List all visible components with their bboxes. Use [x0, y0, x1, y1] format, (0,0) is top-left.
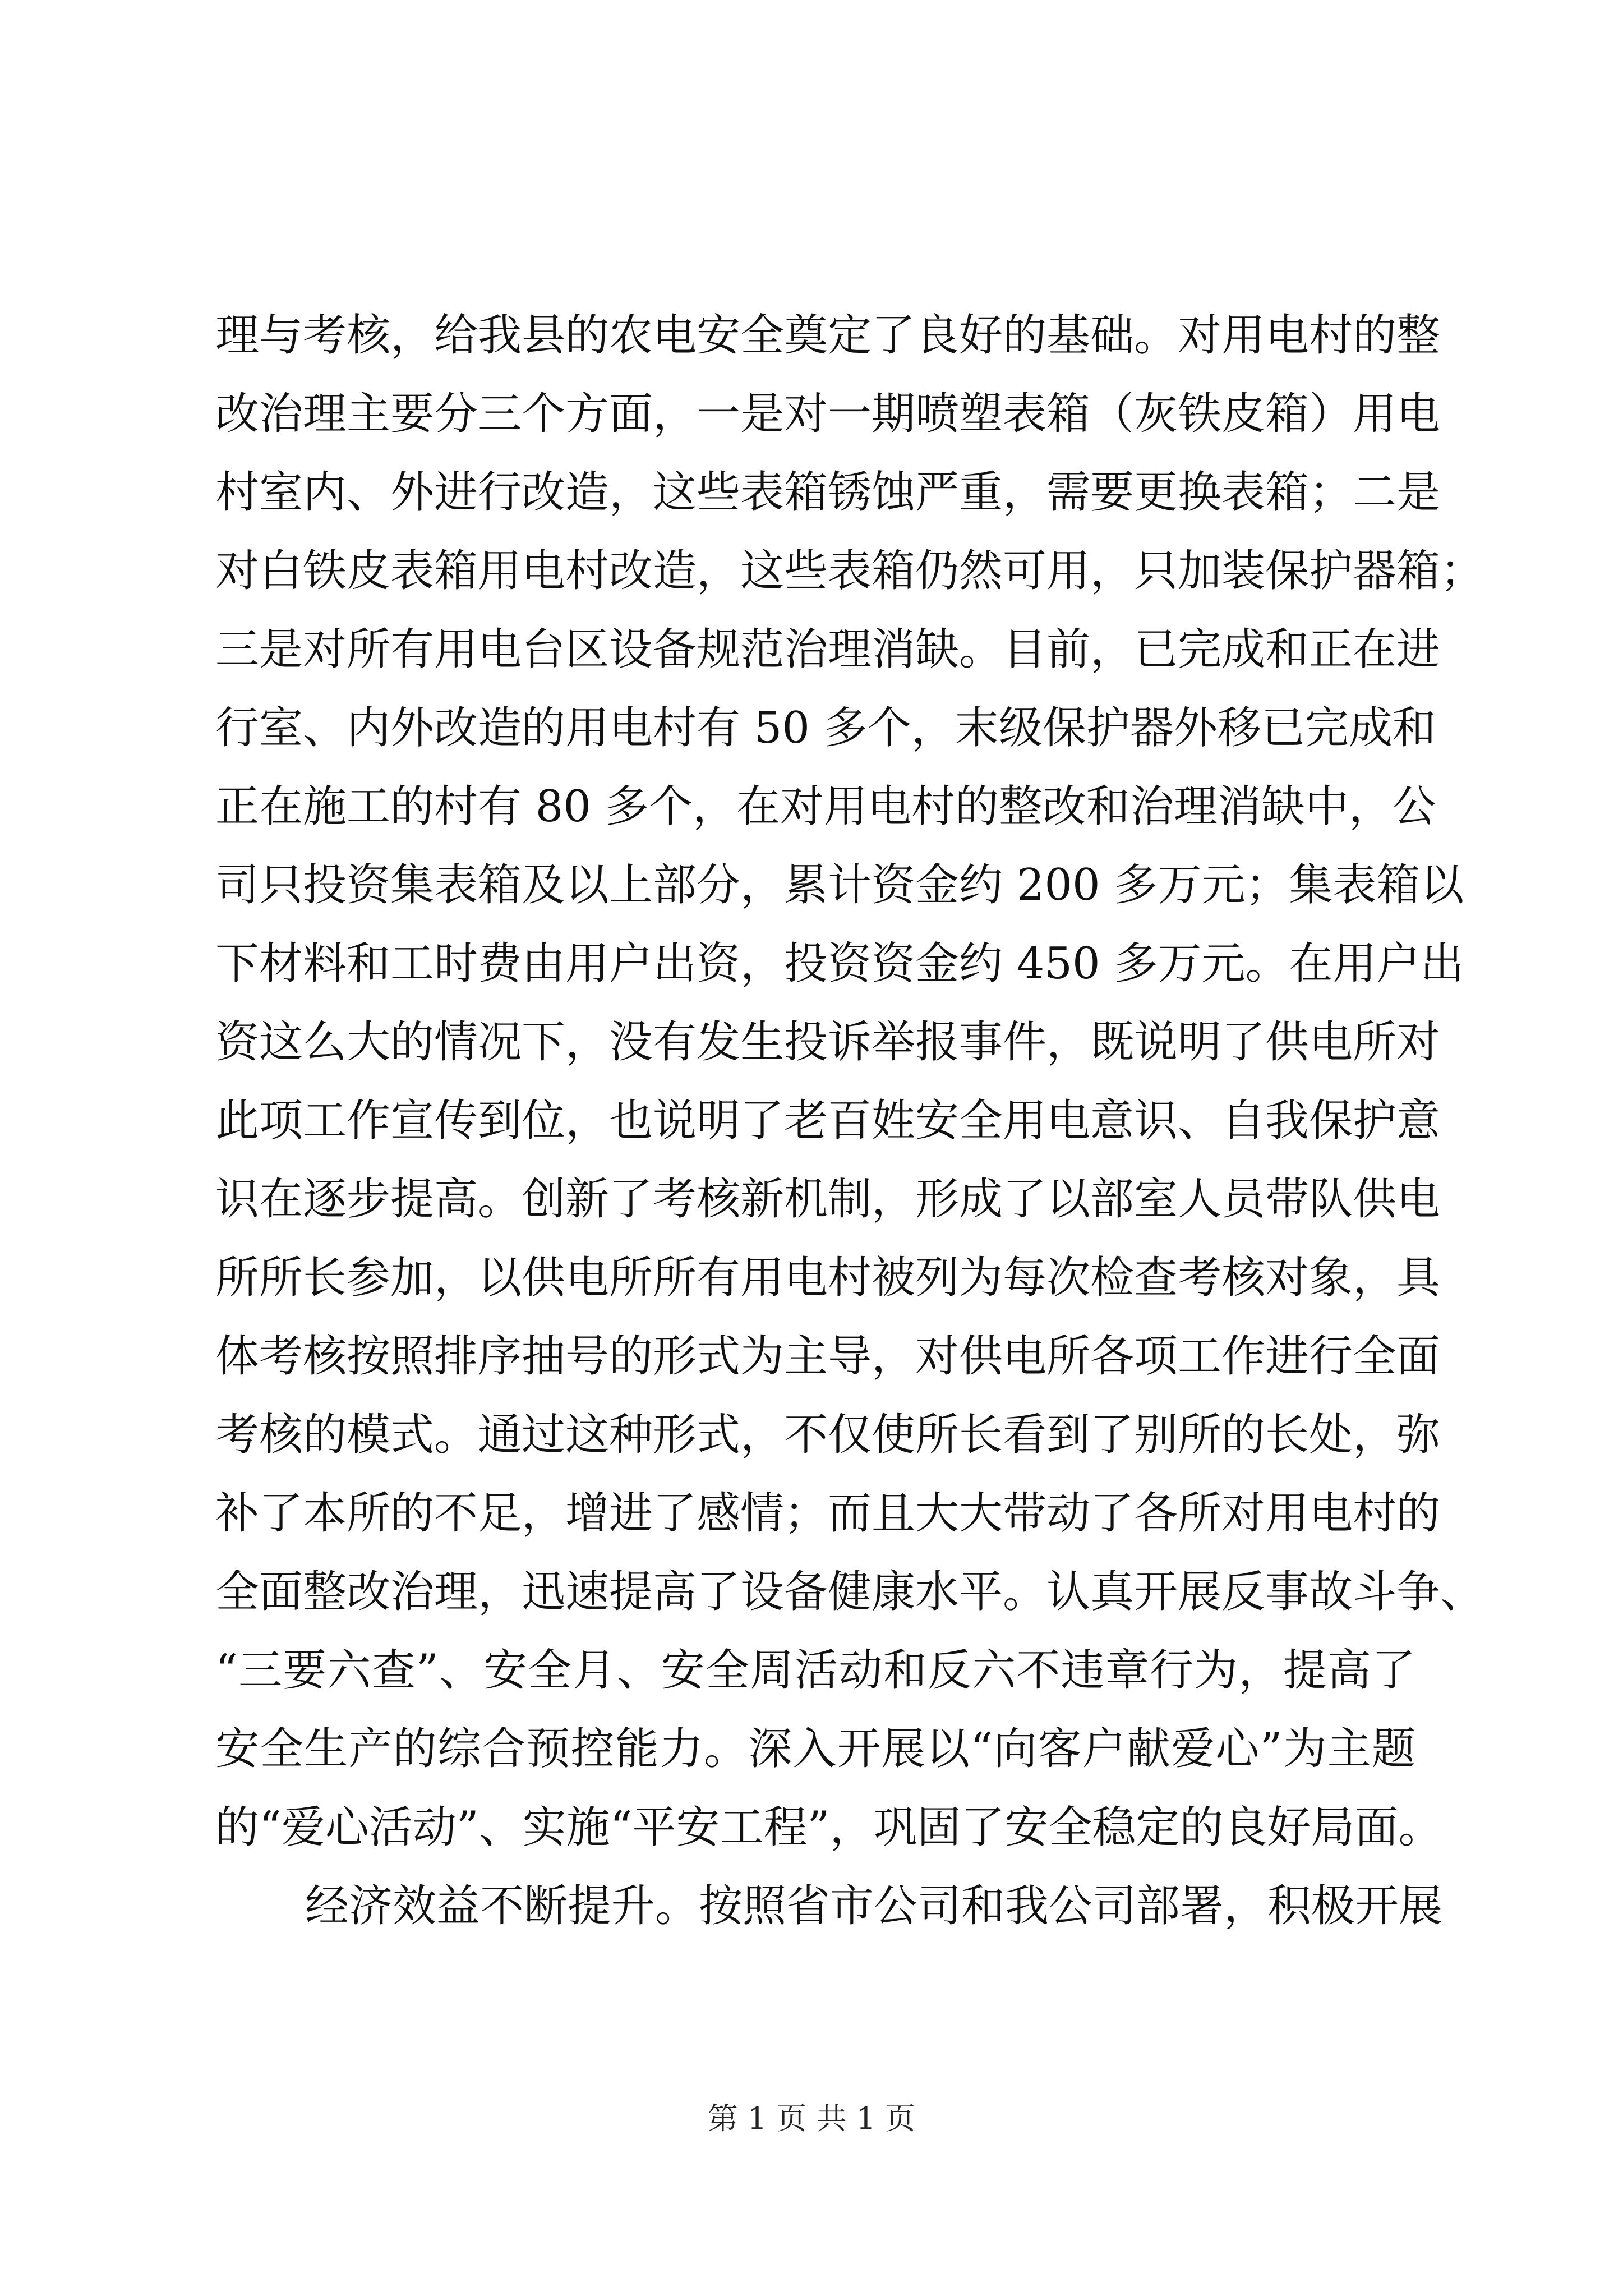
text-line: 司只投资集表箱及以上部分，累计资金约 200 多万元；集表箱以	[215, 860, 1464, 910]
text-line: 体考核按照排序抽号的形式为主导，对供电所各项工作进行全面	[215, 1331, 1441, 1382]
text-line: 对白铁皮表箱用电村改造，这些表箱仍然可用，只加装保护器箱；	[215, 546, 1484, 596]
text-line: 补了本所的不足，增进了感情；而且大大带动了各所对用电村的	[215, 1488, 1441, 1539]
text-line: 此项工作宣传到位，也说明了老百姓安全用电意识、自我保护意	[215, 1096, 1441, 1146]
text-line: 下材料和工时费由用户出资，投资资金约 450 多万元。在用户出	[215, 938, 1464, 989]
text-line: “三要六查”、安全月、安全周活动和反六不违章行为，提高了	[215, 1645, 1415, 1696]
document-body	[215, 296, 1484, 1945]
text-line: 经济效益不断提升。按照省市公司和我公司部署，积极开展	[305, 1881, 1443, 1931]
text-line: 三是对所有用电台区设备规范治理消缺。目前，已完成和正在进	[215, 624, 1441, 675]
page-number-footer: 第 1 页 共 1 页	[707, 2101, 916, 2136]
text-line: 正在施工的村有 80 多个，在对用电村的整改和治理消缺中，公	[215, 781, 1436, 832]
text-line: 改治理主要分三个方面，一是对一期喷塑表箱（灰铁皮箱）用电	[215, 389, 1441, 439]
text-line: 所所长参加，以供电所所有用电村被列为每次检查考核对象，具	[215, 1253, 1441, 1303]
paragraph-2	[215, 1867, 1443, 1945]
text-line: 理与考核，给我县的农电安全奠定了良好的基础。对用电村的整	[215, 310, 1441, 361]
paragraph-1	[215, 296, 1484, 1867]
text-line: 资这么大的情况下，没有发生投诉举报事件，既说明了供电所对	[215, 1017, 1441, 1068]
text-line: 村室内、外进行改造，这些表箱锈蚀严重，需要更换表箱；二是	[215, 467, 1441, 518]
text-line: 全面整改治理，迅速提高了设备健康水平。认真开展反事故斗争、	[215, 1567, 1484, 1617]
text-line: 的“爱心活动”、实施“平安工程”，巩固了安全稳定的良好局面。	[215, 1802, 1442, 1853]
text-line: 安全生产的综合预控能力。深入开展以“向客户献爱心”为主题	[215, 1724, 1415, 1774]
text-line: 识在逐步提高。创新了考核新机制，形成了以部室人员带队供电	[215, 1174, 1441, 1225]
text-line: 考核的模式。通过这种形式，不仅使所长看到了别所的长处，弥	[215, 1410, 1441, 1460]
text-line: 行室、内外改造的用电村有 50 多个，末级保护器外移已完成和	[215, 703, 1436, 753]
